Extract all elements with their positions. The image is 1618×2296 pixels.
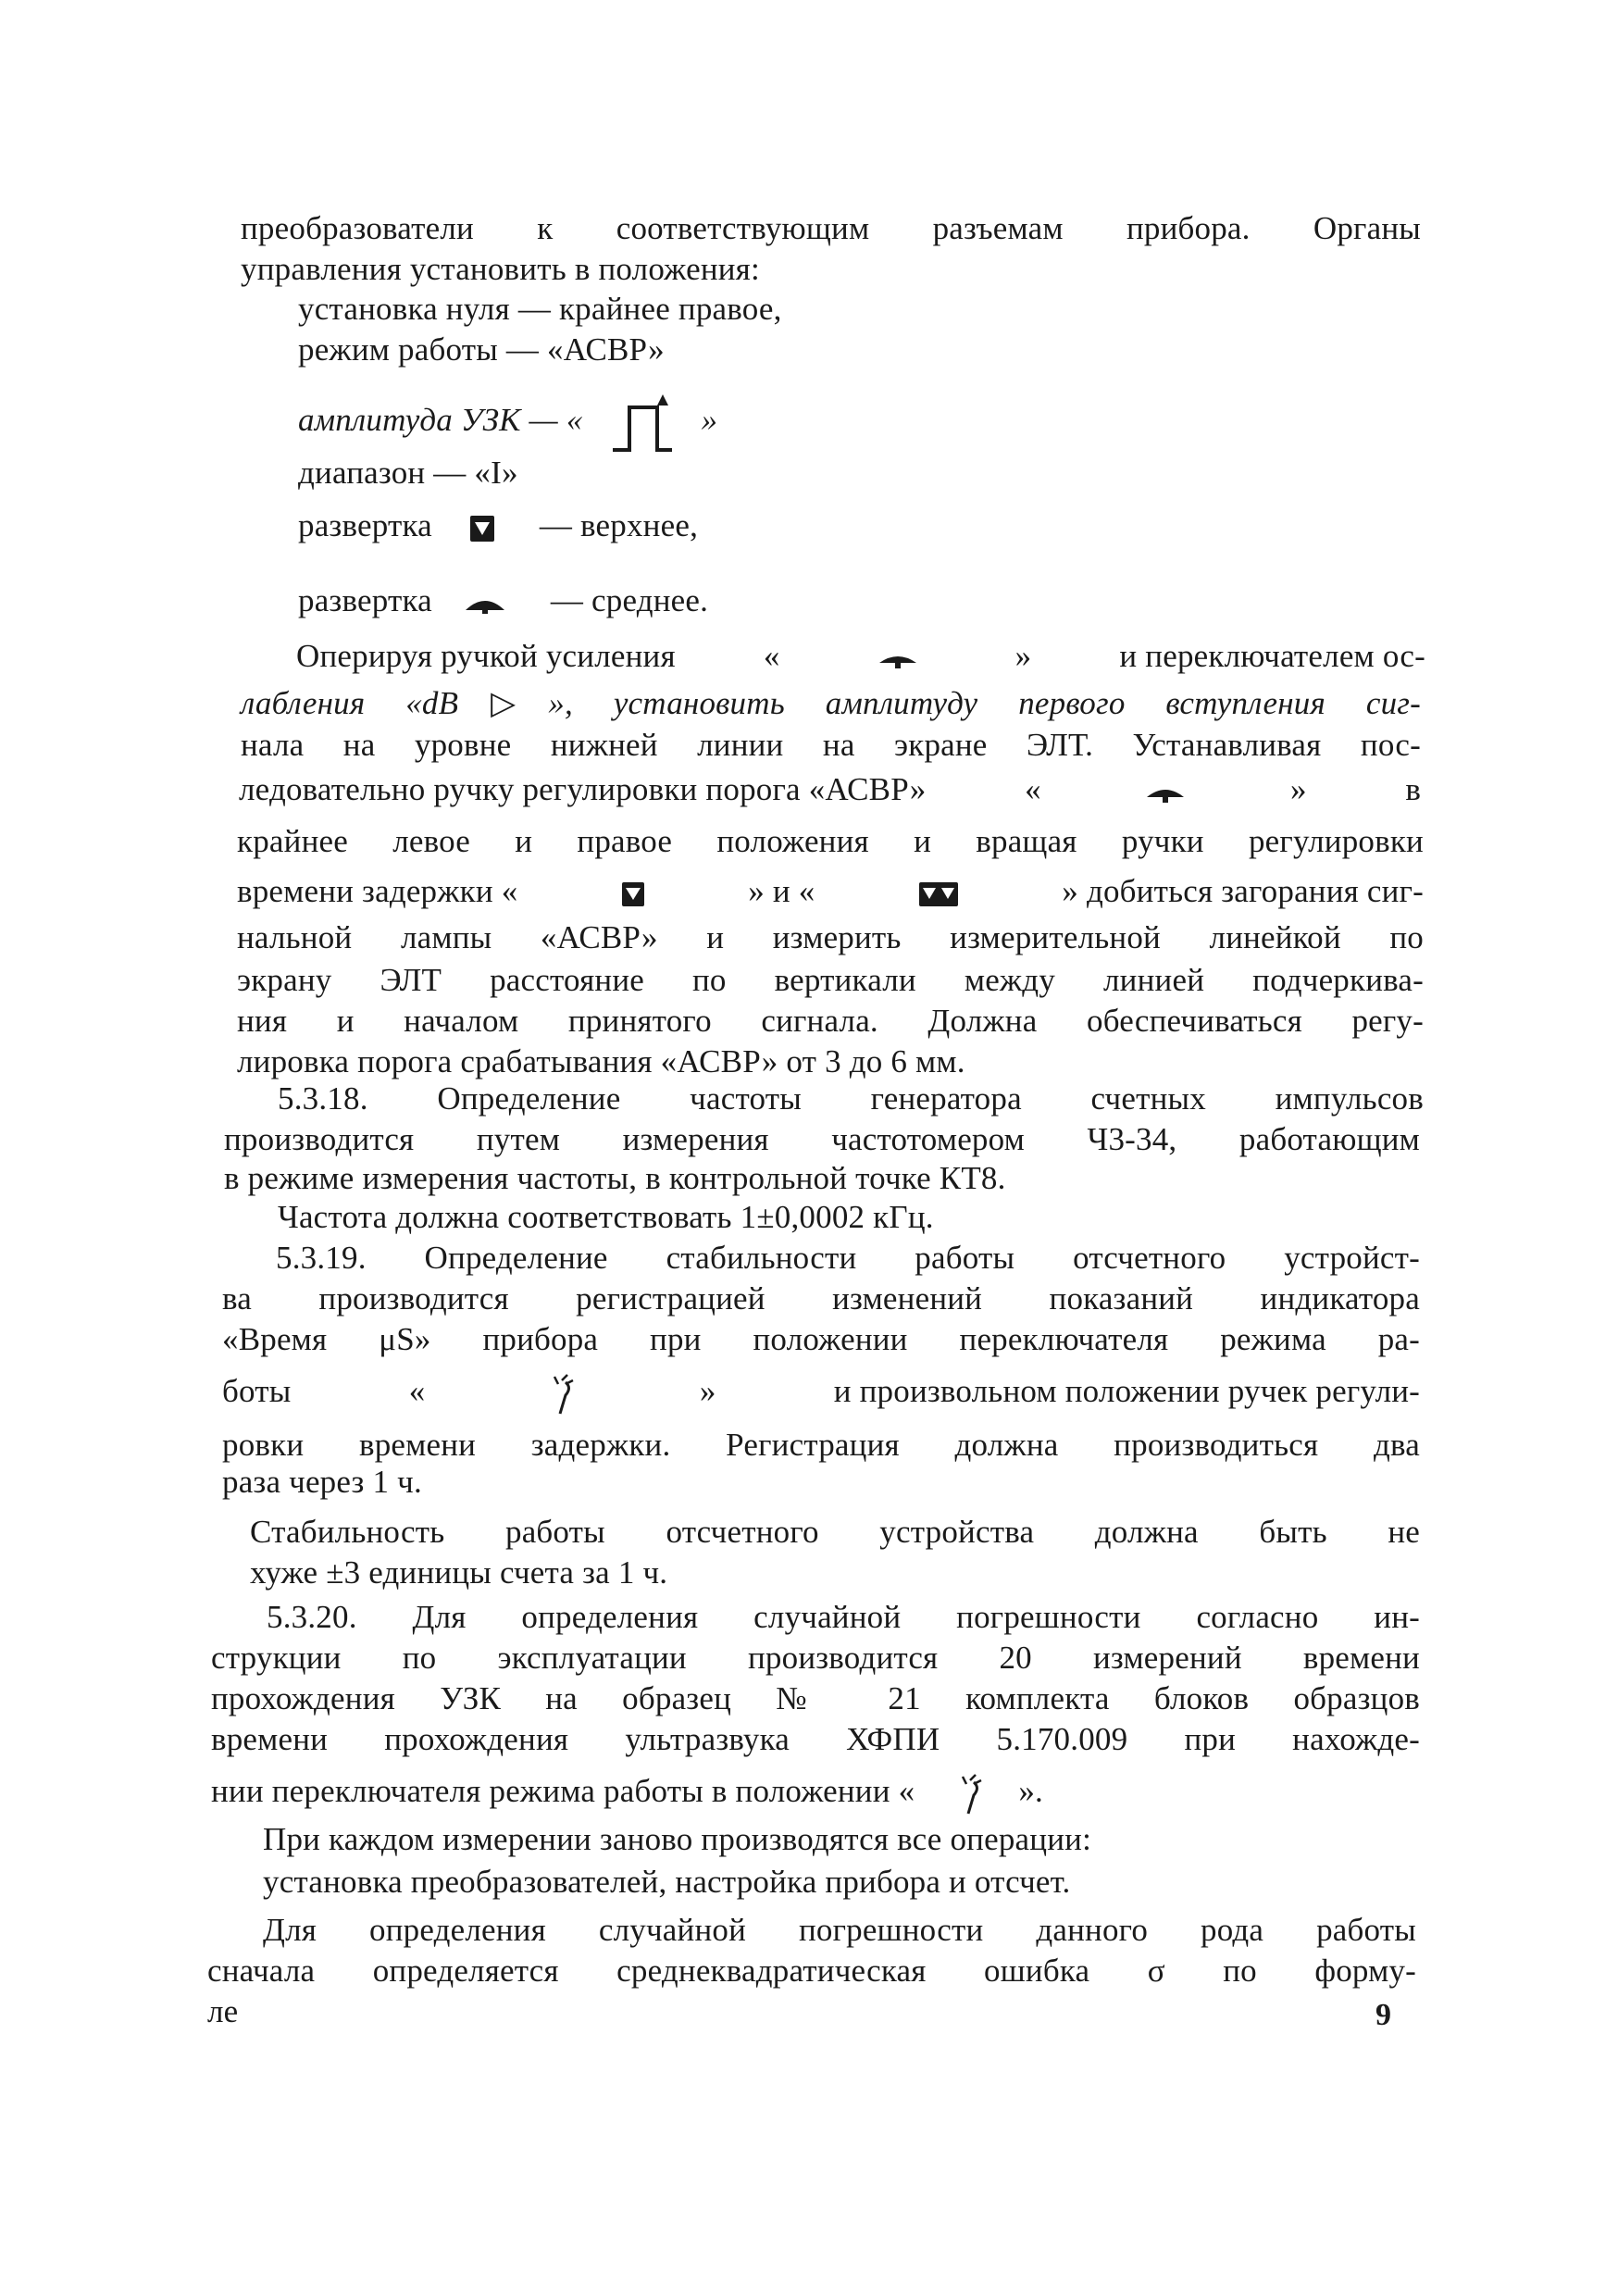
text-line: 5.3.18. Определение частоты генератора счетных импульсов (278, 1080, 1424, 1117)
text-line: времени прохождения ультразвука ХФПИ 5.170.009 при нахожде- (211, 1721, 1420, 1757)
text-fragment: » (1290, 771, 1307, 807)
text-fragment: « (1025, 771, 1041, 807)
text-line: крайнее левое и правое положения и вращая ручки регулировки (237, 823, 1424, 859)
manual-mode-icon (547, 1371, 579, 1417)
text-line: производится путем измерения частотомером Ч3-34, работающим (224, 1121, 1420, 1157)
text-line: Стабильность работы отсчетного устройства должна быть не (250, 1514, 1420, 1550)
text-line: 5.3.20. Для определения случайной погрешности согласно ин- (267, 1599, 1420, 1635)
text-fragment: » (1014, 638, 1032, 674)
text-line: ва производится регистрацией изменений показаний индикатора (222, 1280, 1420, 1316)
text-fragment: ледовательно ручку регулировки порога «АСВР» (239, 771, 927, 807)
text-fragment: » добиться загорания сиг- (1062, 873, 1424, 909)
knob-pointer-icon (464, 593, 506, 614)
setting-sweep-middle (298, 580, 708, 622)
text-line: ле (207, 1993, 239, 2029)
knob-pointer-icon (1145, 782, 1186, 803)
knob-pointer-icon (877, 650, 918, 668)
text-line (239, 768, 1421, 811)
text-fragment: времени задержки « (237, 873, 518, 909)
text-line: хуже ±3 единицы счета за 1 ч. (250, 1554, 668, 1591)
setting-value: — среднее. (550, 582, 709, 618)
text-line: Частота должна соответствовать 1±0,0002 кГц. (278, 1199, 934, 1235)
text-line (211, 1770, 1043, 1817)
setting-label: амплитуда УЗК — « (298, 402, 583, 439)
text-line: При каждом измерении заново производятся все операции: (263, 1821, 1091, 1857)
setting-zero: установка нуля — крайнее правое, (298, 291, 782, 327)
setting-sweep-top (298, 505, 698, 547)
setting-label: развертка (298, 582, 432, 618)
text-line: Для определения случайной погрешности данного рода работы (263, 1912, 1416, 1948)
text-line: лировка порога срабатывания «АСВР» от 3 до 6 мм. (237, 1043, 965, 1079)
text-line: преобразователи к соответствующим разъемам прибора. Органы (241, 210, 1421, 246)
text-line: струкции по эксплуатации производится 20 измерений времени (211, 1640, 1420, 1676)
page-number: 9 (1375, 1998, 1391, 2032)
manual-mode-icon (955, 1771, 987, 1817)
text-line: прохождения УЗК на образец № 21 комплекта блоков образцов (211, 1680, 1420, 1716)
text-line: раза через 1 ч. (222, 1464, 422, 1500)
text-line (237, 870, 1424, 913)
text-fragment: боты (222, 1373, 292, 1409)
text-fragment: в (1405, 771, 1422, 807)
text-fragment: » (699, 1373, 716, 1409)
text-line: в режиме измерения частоты, в контрольной точке КТ8. (224, 1160, 1006, 1196)
text-line: ровки времени задержки. Регистрация должна производиться два (222, 1427, 1420, 1463)
setting-amplitude (298, 387, 717, 459)
text-line: управления установить в положения: (241, 251, 760, 287)
setting-label: развертка (298, 507, 432, 543)
text-fragment: и переключателем ос- (1119, 638, 1426, 674)
setting-quote: » (701, 402, 718, 439)
text-fragment: « (763, 638, 780, 674)
text-line: 5.3.19. Определение стабильности работы отсчетного устройст- (276, 1240, 1420, 1276)
setting-range: диапазон — «I» (298, 455, 518, 491)
text-fragment: и произвольном положении ручек регули- (833, 1373, 1421, 1409)
text-line: ния и началом принятого сигнала. Должна обеспечиваться регу- (237, 1003, 1424, 1039)
text-fragment: » и « (748, 873, 815, 909)
text-fragment: « (408, 1373, 426, 1409)
sweep-down-triangle-icon (621, 881, 645, 907)
text-fragment: нии переключателя режима работы в положении « (211, 1773, 915, 1809)
text-line: нала на уровне нижней линии на экране ЭЛТ. Устанавливая пос- (241, 727, 1421, 763)
sweep-down-triangle-icon (469, 515, 495, 543)
setting-mode: режим работы — «АСВР» (298, 331, 665, 368)
sweep-double-triangle-icon (918, 881, 959, 907)
text-line: лабления «dB▷», установить амплитуду первого вступления сиг- (241, 685, 1421, 721)
text-line: сначала определяется среднеквадратическая ошибка σ по форму- (207, 1953, 1416, 1989)
text-line: установка преобразователей, настройка прибора и отсчет. (263, 1864, 1071, 1900)
text-line (296, 635, 1425, 678)
pulse-step-icon (609, 387, 676, 459)
text-line: нальной лампы «АСВР» и измерить измерительной линейкой по (237, 919, 1424, 955)
setting-value: — верхнее, (539, 507, 699, 543)
text-line: «Время μS» прибора при положении переключателя режима ра- (222, 1321, 1420, 1357)
text-line: экрану ЭЛТ расстояние по вертикали между линией подчеркива- (237, 962, 1424, 998)
text-fragment: Оперируя ручкой усиления (296, 638, 676, 674)
text-fragment: ». (1018, 1773, 1043, 1809)
text-line (222, 1370, 1420, 1417)
